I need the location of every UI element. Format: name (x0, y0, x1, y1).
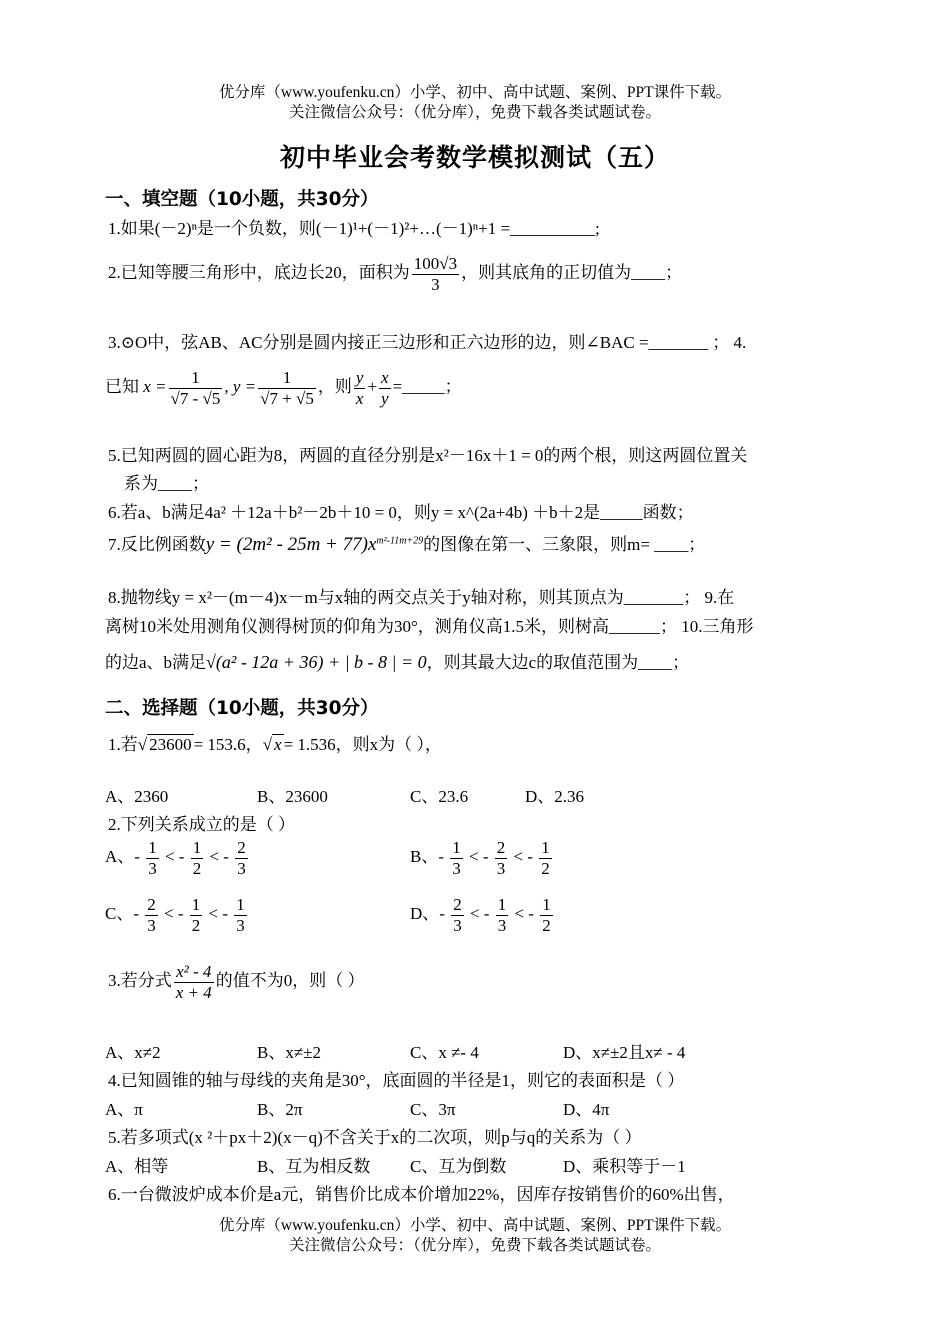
choice-q1-text-c: = 1.536，则x为（ ）， (283, 735, 442, 754)
fill-q4-y-den: √7 + √5 (260, 388, 314, 408)
lt: < - (510, 903, 539, 923)
section-multiple-choice: 二、选择题（10小题，共30分） (105, 698, 379, 719)
fill-q5-line-2: 系为____； (124, 474, 209, 493)
lt: < - (465, 903, 494, 923)
num: 1 (497, 895, 507, 914)
num: 1 (192, 838, 202, 857)
option-label: D、 (410, 903, 440, 923)
fill-q9: 离树10米处用测角仪测得树顶的仰角为30°，测角仪高1.5米，则树高______； 10.三角形 (105, 617, 754, 636)
den: 3 (496, 858, 506, 878)
lt: < - (204, 903, 233, 923)
choice-q4: 4.已知圆锥的轴与母线的夹角是30°，底面圆的半径是1，则它的表面积是（ ） (108, 1071, 685, 1090)
choice-q1-option-b[interactable]: B、23600 (257, 787, 328, 806)
choice-q3-option-b[interactable]: B、x≠±2 (257, 1043, 321, 1062)
choice-q1: 1.若√ 23600 = 153.6，√ x = 1.536，则x为（ ）， (108, 735, 442, 754)
choice-q1-option-d[interactable]: D、2.36 (525, 787, 585, 806)
choice-q5-option-d[interactable]: D、乘积等于－1 (563, 1157, 686, 1176)
fill-q4-plus: + (367, 376, 378, 396)
fill-q8: 8.抛物线y = x²－(m－4)x－m与x轴的两交点关于y轴对称，则其顶点为_______； 9.在 (108, 588, 735, 607)
fill-q10 (105, 648, 689, 673)
fill-q4-x-den: √7 - √5 (170, 388, 221, 408)
minus: - (134, 846, 145, 866)
choice-q3-text-b: 的值不为0，则（ ） (215, 970, 365, 990)
choice-q2-option-a[interactable] (105, 838, 250, 878)
den: 3 (147, 915, 156, 935)
choice-q4-option-d[interactable]: D、4π (563, 1100, 610, 1119)
num: 2 (147, 895, 156, 914)
fill-q4-f1-den: x (355, 388, 364, 408)
fill-q4-y-eq: , y = (224, 376, 257, 396)
choice-q5-option-c[interactable]: C、互为倒数 (410, 1157, 507, 1176)
minus: - (439, 903, 450, 923)
num: 1 (452, 838, 461, 857)
choice-q1-sqrt-2: x (274, 735, 282, 754)
fill-q4-f2-den: y (381, 388, 389, 408)
choice-q3-fraction (174, 962, 214, 1002)
fill-q10-text-a: 的边a、b满足 (105, 653, 207, 672)
lt: < - (205, 846, 234, 866)
num: 2 (237, 838, 246, 857)
header-line-2: 关注微信公众号：（优分库），免费下载各类试题试卷。 (288, 104, 661, 121)
den: 3 (237, 858, 246, 878)
footer-line-2: 关注微信公众号：（优分库），免费下载各类试题试卷。 (288, 1237, 661, 1254)
den: 2 (541, 858, 550, 878)
fill-q5-line-1: 5.已知两圆的圆心距为8，两圆的直径分别是x²－16x＋1 = 0的两个根，则这两圆位置关 (108, 446, 748, 465)
choice-q2-option-b[interactable] (410, 838, 554, 878)
choice-q1-sqrt-1: 23600 (149, 735, 192, 754)
choice-q5: 5.若多项式(x ²＋px＋2)(x－q)不含关于x的二次项，则p与q的关系为（ ） (108, 1128, 642, 1147)
fill-q7-exponent: m²-11m+29 (376, 535, 424, 547)
minus: - (438, 846, 449, 866)
lt: < - (464, 846, 493, 866)
den: 2 (191, 915, 201, 935)
fill-q2-text-b: ，则其底角的正切值为____； (461, 262, 683, 282)
fill-q10-expression: √(a² - 12a + 36) + | b - 8 | = 0 (206, 652, 427, 672)
fill-q1: 1.如果(－2)ⁿ是一个负数，则(－1)¹+(－1)²+…(－1)ⁿ+1 =__________; (108, 219, 600, 238)
num: 2 (453, 895, 462, 914)
fill-q4 (105, 368, 462, 408)
fill-q4-y-fraction (258, 368, 316, 408)
lt: < - (509, 846, 538, 866)
fill-q2-numerator: 100√3 (413, 254, 458, 273)
den: 2 (542, 915, 551, 935)
choice-q1-option-a[interactable]: A、2360 (105, 787, 169, 806)
choice-q5-option-b[interactable]: B、互为相反数 (257, 1157, 371, 1176)
page-title: 初中毕业会考数学模拟测试（五） (279, 143, 670, 172)
choice-q4-option-c[interactable]: C、3π (410, 1100, 456, 1119)
choice-q3 (108, 962, 365, 1002)
num: 2 (496, 838, 506, 857)
fill-q6: 6.若a、b满足4a² ＋12a＋b²－2b＋10 = 0，则y = x^(2a+4b) ＋b＋2是_____函数； (108, 503, 694, 522)
den: 3 (236, 915, 245, 935)
fill-q7 (108, 530, 705, 556)
fill-q4-text-c: =_____； (392, 376, 462, 396)
footer-line-1: 优分库（www.youfenku.cn）小学、初中、高中试题、案例、PPT课件下载。 (218, 1217, 732, 1234)
choice-q3-option-d[interactable]: D、x≠±2且x≠ - 4 (563, 1043, 686, 1062)
fill-q2-fraction (412, 254, 459, 294)
num: 1 (191, 895, 201, 914)
fill-q4-text-a: 已知 (105, 376, 139, 396)
fill-q2 (108, 254, 682, 294)
num: 1 (541, 838, 550, 857)
option-label: B、 (410, 846, 439, 866)
fill-q4-frac-xy (379, 368, 391, 408)
section-fill-in: 一、填空题（10小题，共30分） (105, 189, 379, 210)
choice-q2-option-c[interactable] (105, 895, 249, 935)
choice-q2-option-d[interactable] (410, 895, 555, 935)
fill-q3: 3.⊙O中，弦AB、AC分别是圆内接正三边形和正六边形的边，则∠BAC =_______ ； 4. (108, 333, 747, 352)
choice-q4-option-a[interactable]: A、π (105, 1100, 143, 1119)
choice-q1-option-c[interactable]: C、23.6 (410, 787, 469, 806)
fill-q4-x-num: 1 (191, 368, 200, 387)
fill-q4-frac-yx (354, 368, 366, 408)
fill-q7-expression: y = (2m² - 25m + 77)x (205, 534, 377, 555)
num: 1 (148, 838, 157, 857)
choice-q6: 6.一台微波炉成本价是a元，销售价比成本价增加22%，因库存按销售价的60%出售， (108, 1185, 735, 1204)
lt: < - (159, 903, 188, 923)
fill-q10-text-b: ，则其最大边c的取值范围为____； (426, 653, 690, 672)
choice-q1-text-a: 1.若 (108, 735, 138, 754)
num: 1 (542, 895, 551, 914)
fill-q4-f1-num: y (355, 368, 364, 387)
choice-q3-den: x + 4 (175, 982, 212, 1002)
choice-q3-option-c[interactable]: C、x ≠- 4 (410, 1043, 479, 1062)
choice-q3-text-a: 3.若分式 (108, 970, 172, 990)
fill-q7-text-b: 的图像在第一、三象限，则m= ____； (423, 535, 706, 554)
option-label: C、 (105, 903, 134, 923)
fill-q4-text-b: ，则 (317, 376, 352, 396)
fill-q2-text-a: 2.已知等腰三角形中，底边长20，面积为 (108, 262, 410, 282)
choice-q3-option-a[interactable]: A、x≠2 (105, 1043, 161, 1062)
choice-q2: 2.下列关系成立的是（ ） (108, 815, 295, 834)
den: 3 (148, 858, 157, 878)
fill-q2-denominator: 3 (412, 274, 459, 295)
fill-q4-x-fraction (169, 368, 223, 408)
den: 3 (497, 915, 507, 935)
option-label: A、 (105, 846, 135, 866)
fill-q4-x-eq: x = (143, 376, 167, 396)
choice-q5-option-a[interactable]: A、相等 (105, 1157, 169, 1176)
lt: < - (160, 846, 189, 866)
minus: - (133, 903, 144, 923)
choice-q1-text-b: = 153.6， (193, 735, 263, 754)
den: 3 (453, 915, 462, 935)
fill-q4-f2-num: x (381, 368, 389, 387)
header-line-1: 优分库（www.youfenku.cn）小学、初中、高中试题、案例、PPT课件下载。 (218, 84, 732, 101)
fill-q7-text-a: 7.反比例函数 (108, 535, 206, 554)
den: 3 (452, 858, 461, 878)
choice-q4-option-b[interactable]: B、2π (257, 1100, 303, 1119)
fill-q4-y-num: 1 (282, 368, 292, 387)
den: 2 (192, 858, 202, 878)
num: 1 (236, 895, 245, 914)
choice-q3-num: x² - 4 (176, 962, 212, 981)
